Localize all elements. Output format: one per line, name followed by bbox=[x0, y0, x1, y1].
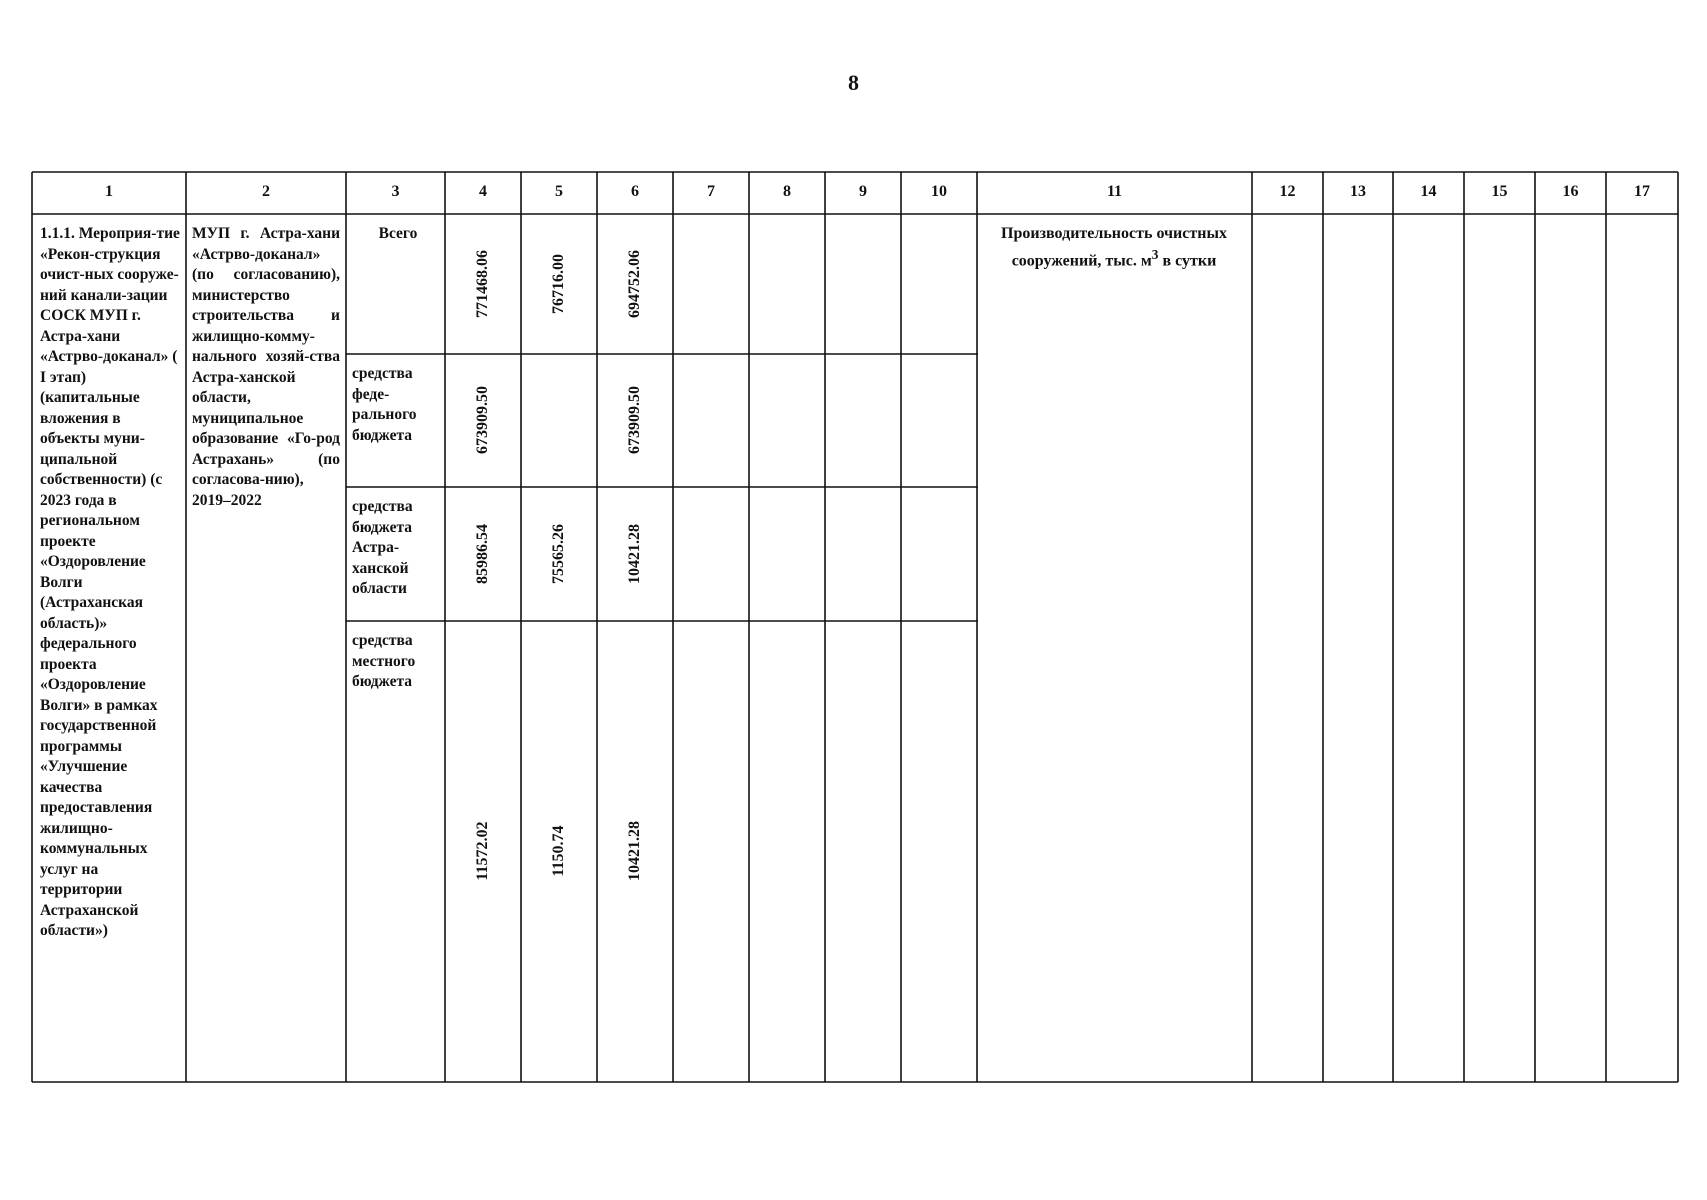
header-col-11: 11 bbox=[1106, 183, 1123, 200]
source-federal-label: средства феде-рального бюджета bbox=[352, 365, 417, 444]
header-col-3: 3 bbox=[391, 183, 400, 200]
amount-regional-col4: 85986.54 bbox=[474, 524, 491, 584]
header-col-5: 5 bbox=[555, 183, 563, 200]
header-col-16: 16 bbox=[1562, 183, 1579, 200]
executor-description: МУП г. Астра-хани «Астрво-доканал» (по согласованию), министерство строительства и жилищно-комму-нального хозяй-ства Астра-ханской области, муниципальное образование «Го-род Астрахань» (по согласова-нию), 2019–2022 bbox=[192, 225, 340, 509]
header-col-12: 12 bbox=[1279, 183, 1296, 200]
header-col-8: 8 bbox=[783, 183, 791, 200]
page-number: 8 bbox=[848, 70, 859, 95]
source-local-label: средства местного бюджета bbox=[352, 632, 416, 690]
header-col-15: 15 bbox=[1491, 183, 1508, 200]
source-total-label: Всего bbox=[378, 225, 418, 242]
amount-local-col5: 1150.74 bbox=[550, 825, 567, 877]
indicator-tail: в сутки bbox=[1158, 251, 1217, 269]
indicator-superscript: 3 bbox=[1151, 246, 1159, 262]
header-col-14: 14 bbox=[1420, 183, 1437, 200]
header-col-1: 1 bbox=[105, 183, 113, 200]
header-col-9: 9 bbox=[859, 183, 867, 200]
amount-local-col4: 11572.02 bbox=[474, 821, 491, 881]
amount-regional-col5: 75565.26 bbox=[550, 524, 567, 584]
header-col-7: 7 bbox=[707, 183, 715, 200]
measure-description: 1.1.1. Мероприя-тие «Рекон-струкция очист-ных сооруже-ний канали-зации СОСК МУП г. Астра-хани «Астрво-доканал» ( I этап) (капитальные вложения в объекты муни-ципальной собственности) (с 2023 года в региональном проекте «Оздоровление Волги (Астраханская область)» федерального проекта «Оздоровление Волги» в рамках государственной программы «Улучшение качества предоставления жилищно-коммунальных услуг на территории Астраханской области») bbox=[40, 225, 180, 939]
header-col-10: 10 bbox=[931, 183, 947, 200]
amount-total-col5: 76716.00 bbox=[550, 254, 567, 314]
amount-regional-col6: 10421.28 bbox=[626, 524, 643, 584]
amount-federal-col4: 673909.50 bbox=[474, 386, 491, 454]
amount-total-col6: 694752.06 bbox=[626, 250, 643, 318]
source-regional-label: средства бюджета Астра-ханской области bbox=[352, 498, 413, 597]
amount-total-col4: 771468.06 bbox=[474, 250, 491, 318]
amount-federal-col6: 673909.50 bbox=[626, 386, 643, 454]
performance-indicator bbox=[978, 224, 1250, 271]
header-col-6: 6 bbox=[631, 183, 639, 200]
header-col-4: 4 bbox=[479, 183, 487, 200]
header-col-2: 2 bbox=[262, 183, 270, 200]
header-col-17: 17 bbox=[1634, 183, 1650, 200]
header-col-13: 13 bbox=[1350, 183, 1366, 200]
amount-local-col6: 10421.28 bbox=[626, 821, 643, 881]
indicator-text: Производительность очистных сооружений, тыс. м bbox=[1001, 225, 1227, 269]
